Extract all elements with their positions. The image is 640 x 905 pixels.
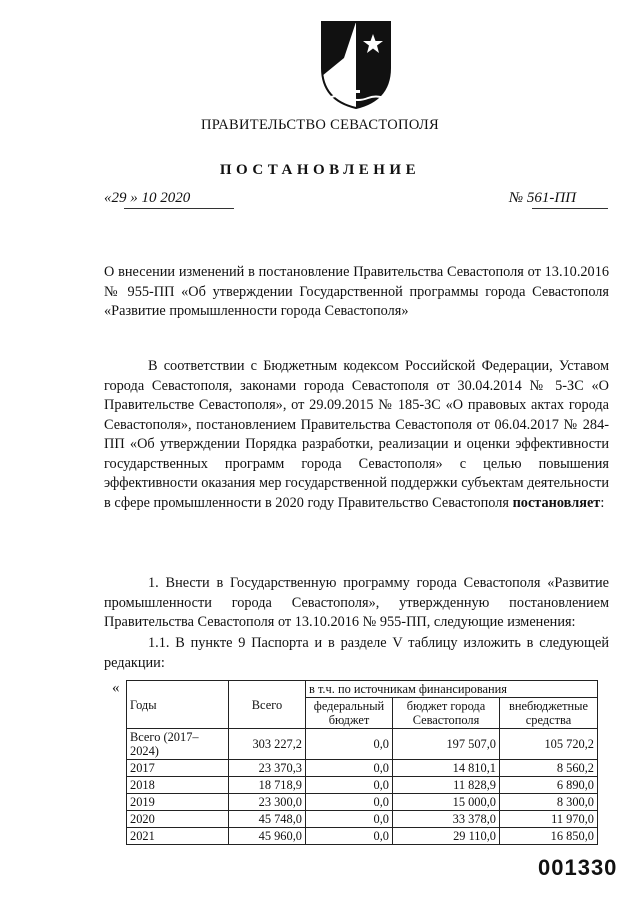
- item-1-1: 1.1. В пункте 9 Паспорта и в разделе V таблицу изложить в следующей редакции:: [104, 635, 609, 671]
- cell-federal: 0,0: [306, 794, 393, 811]
- preamble-end: :: [600, 494, 605, 511]
- document-subject: О внесении изменений в постановление Правительства Севастополя от 13.10.2016 № 955-ПП «Об утверждении Государственной программы города Севастополя «Развитие промышленности города Севастополя»: [104, 264, 609, 319]
- cell-federal: 0,0: [306, 828, 393, 845]
- table-row: [127, 811, 598, 828]
- cell-federal: 0,0: [306, 811, 393, 828]
- header-years: Годы: [127, 681, 229, 729]
- table-row: [127, 777, 598, 794]
- header-total: Всего: [229, 681, 306, 729]
- authority-name: ПРАВИТЕЛЬСТВО СЕВАСТОПОЛЯ: [201, 117, 439, 133]
- cell-extra: 11 970,0: [500, 811, 598, 828]
- document-number: № 561-ПП: [509, 190, 577, 206]
- cell-total: 23 300,0: [229, 794, 306, 811]
- cell-federal: 0,0: [306, 760, 393, 777]
- cell-year: 2020: [127, 811, 229, 828]
- cell-city: 14 810,1: [393, 760, 500, 777]
- table-row: [127, 828, 598, 845]
- cell-extra: 8 560,2: [500, 760, 598, 777]
- cell-total: 303 227,2: [229, 729, 306, 760]
- cell-city: 33 378,0: [393, 811, 500, 828]
- table-row: [127, 729, 598, 760]
- cell-year: 2017: [127, 760, 229, 777]
- cell-federal: 0,0: [306, 777, 393, 794]
- cell-year: 2021: [127, 828, 229, 845]
- document-serial: 001330: [538, 855, 618, 880]
- cell-extra: 6 890,0: [500, 777, 598, 794]
- cell-city: 11 828,9: [393, 777, 500, 794]
- number-underline: [532, 208, 608, 209]
- item-1: 1. Внести в Государственную программу города Севастополя «Развитие промышленности города Севастополя», утвержденную постановлением Правительства Севастополя от 13.10.2016 № 955-ПП, следующие изменения:: [104, 575, 609, 630]
- cell-extra: 105 720,2: [500, 729, 598, 760]
- table-row: [127, 794, 598, 811]
- document-date: «29 » 10 2020: [104, 190, 191, 206]
- cell-total: 45 748,0: [229, 811, 306, 828]
- cell-federal: 0,0: [306, 729, 393, 760]
- preamble-text: В соответствии с Бюджетным кодексом Российской Федерации, Уставом города Севастополя, законами города Севастополя от 30.04.2014 № 5-ЗС «О Правительстве Севастополя», от 29.09.2015 № 185-ЗС «О правовых актах города Севастополя», постановлением Правительства Севастополя от 06.04.2017 № 284-ПП «Об утверждении Порядка разработки, реализации и оценки эффективности государственных программ города Севастополя» с целью повышения эффективности оказания мер государственной поддержки субъектам деятельности в сфере промышленности в 2020 году Правительство Севастополя: [104, 358, 609, 511]
- table-row: [127, 760, 598, 777]
- header-sources: в т.ч. по источникам финансирования: [306, 681, 598, 698]
- header-city: бюджет города Севастополя: [393, 698, 500, 729]
- cell-year: 2019: [127, 794, 229, 811]
- cell-city: 197 507,0: [393, 729, 500, 760]
- preamble: [104, 357, 609, 513]
- cell-total: 18 718,9: [229, 777, 306, 794]
- cell-total: 45 960,0: [229, 828, 306, 845]
- financing-table: [126, 680, 598, 845]
- cell-city: 15 000,0: [393, 794, 500, 811]
- preamble-keyword: постановляет: [512, 494, 601, 511]
- cell-year: 2018: [127, 777, 229, 794]
- cell-city: 29 110,0: [393, 828, 500, 845]
- header-extra: внебюджетные средства: [500, 698, 598, 729]
- header-federal: федеральный бюджет: [306, 698, 393, 729]
- cell-extra: 8 300,0: [500, 794, 598, 811]
- sevastopol-emblem-icon: [318, 18, 394, 110]
- document-type: ПОСТАНОВЛЕНИЕ: [219, 162, 421, 178]
- cell-extra: 16 850,0: [500, 828, 598, 845]
- date-underline: [124, 208, 234, 209]
- opening-quote: «: [112, 680, 120, 696]
- cell-year: Всего (2017–2024): [127, 729, 229, 760]
- cell-total: 23 370,3: [229, 760, 306, 777]
